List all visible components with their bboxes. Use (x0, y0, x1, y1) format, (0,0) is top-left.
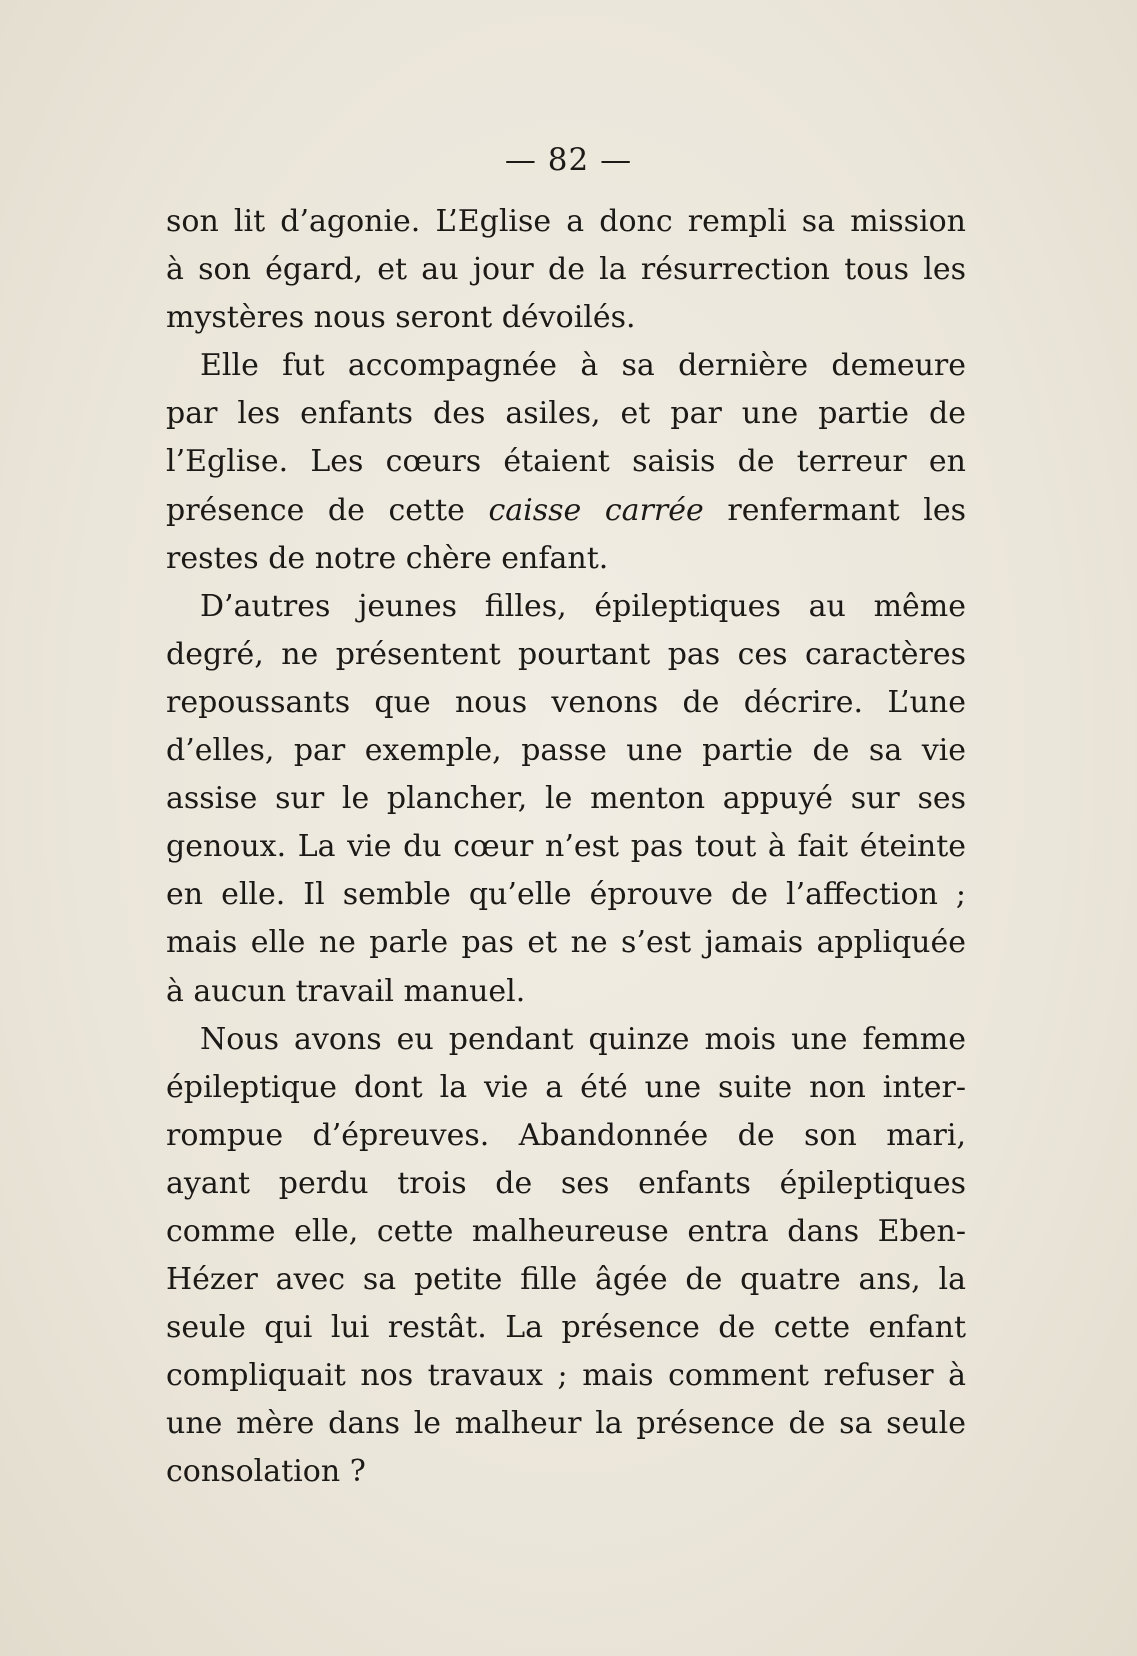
text-line: assise sur le plancher, le menton appuyé sur ses (166, 781, 966, 817)
text-line: restes de notre chère enfant. (166, 540, 609, 576)
text-line: D’autres jeunes filles, épileptiques au même (200, 588, 966, 624)
page-number: — 82 — (504, 142, 633, 178)
text-line: ayant perdu trois de ses enfants épileptiques (166, 1165, 966, 1201)
body-text (166, 198, 966, 1497)
text-line: seule qui lui restât. La présence de cette enfant (166, 1310, 966, 1346)
text-line: à son égard, et au jour de la résurrection tous les (166, 252, 966, 288)
italic-phrase: caisse carrée (488, 492, 704, 528)
text-line: repoussants que nous venons de décrire. L’une (166, 684, 966, 720)
text-line (166, 487, 966, 535)
text-line: Nous avons eu pendant quinze mois une femme (200, 1021, 966, 1057)
text-line: rompue d’épreuves. Abandonnée de son mari, (166, 1117, 966, 1153)
text-line: mais elle ne parle pas et ne s’est jamais appliquée (166, 925, 966, 961)
text-line: degré, ne présentent pourtant pas ces caractères (166, 636, 966, 672)
text-line: une mère dans le malheur la présence de sa seule (166, 1406, 966, 1442)
text-line: par les enfants des asiles, et par une partie de (166, 396, 966, 432)
text-fragment: renfermant les (703, 492, 967, 528)
text-line: Hézer avec sa petite fille âgée de quatre ans, la (166, 1262, 966, 1298)
text-line: Elle fut accompagnée à sa dernière demeure (200, 348, 966, 384)
text-line: épileptique dont la vie a été une suite non inter- (166, 1069, 966, 1105)
text-line: son lit d’agonie. L’Eglise a donc rempli sa mission (166, 204, 966, 239)
text-line: en elle. Il semble qu’elle éprouve de l’affection ; (166, 877, 966, 913)
text-line: l’Eglise. Les cœurs étaient saisis de terreur en (166, 444, 966, 480)
text-line: consolation ? (166, 1454, 366, 1490)
text-line: à aucun travail manuel. (166, 973, 526, 1009)
text-line: compliquait nos travaux ; mais comment refuser à (166, 1358, 966, 1394)
text-line: d’elles, par exemple, passe une partie de sa vie (166, 733, 966, 769)
text-fragment: présence de cette (166, 492, 489, 528)
text-line: genoux. La vie du cœur n’est pas tout à fait éteinte (166, 829, 966, 865)
text-line: comme elle, cette malheureuse entra dans Eben- (166, 1213, 966, 1249)
text-line: mystères nous seront dévoilés. (166, 300, 636, 336)
